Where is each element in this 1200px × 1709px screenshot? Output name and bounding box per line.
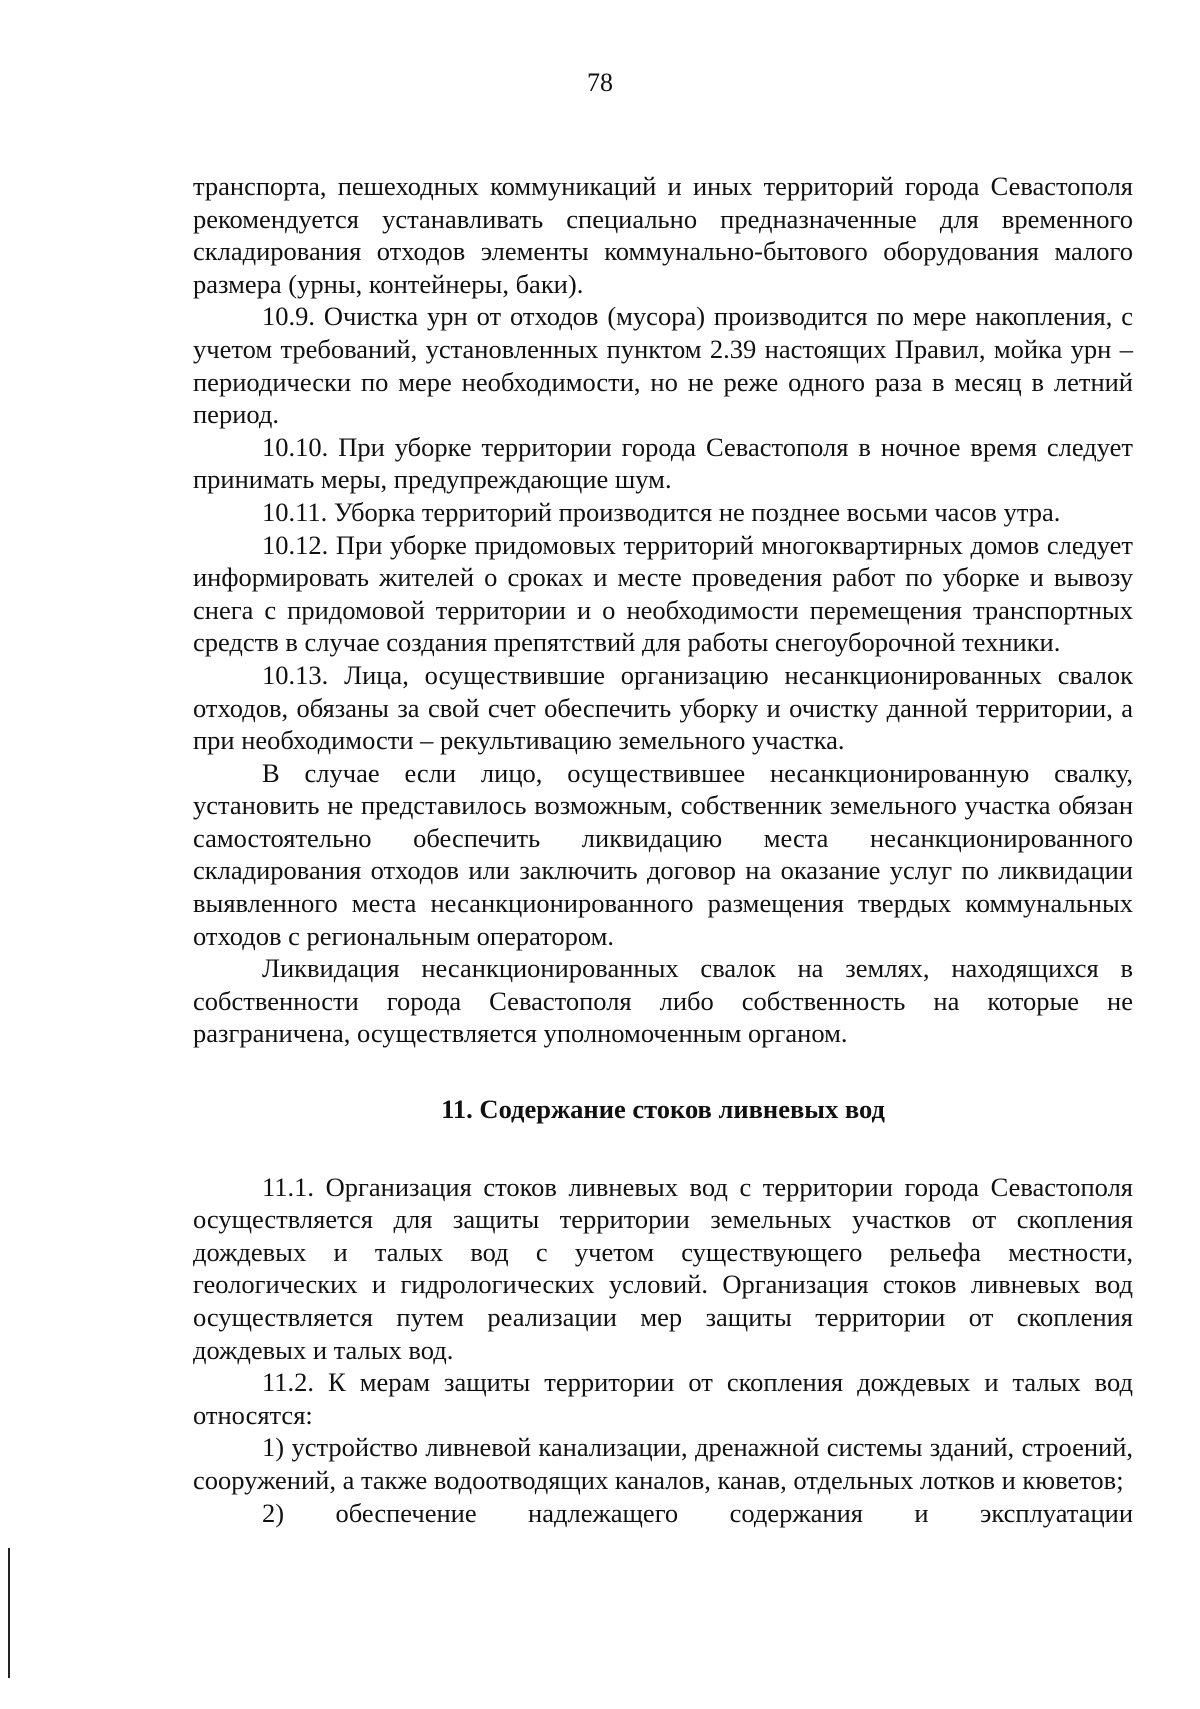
page-number: 78 <box>587 68 613 97</box>
paragraph-10-12: 10.12. При уборке придомовых территорий многоквартирных домов следует информировать жителей о сроках и месте проведения работ по уборке и вывозу снега с придомовой территории и о необходимости перемещения транспортных средств в случае создания препятствий для работы снегоуборочной техники. <box>193 529 1133 658</box>
paragraph-10-13: 10.13. Лица, осуществившие организацию несанкционированных свалок отходов, обязаны за свой счет обеспечить уборку и очистку данной территории, а при необходимости – рекультивацию земельного участка. <box>193 659 1133 756</box>
list-item-1: 1) устройство ливневой канализации, дренажной системы зданий, строений, сооружений, а также водоотводящих каналов, канав, отдельных лотков и кюветов; <box>193 1432 1133 1495</box>
paragraph-intro-continuation: транспорта, пешеходных коммуникаций и иных территорий города Севастополя рекомендуется устанавливать специально предназначенные для временного складирования отходов элементы коммунально-бытового оборудования малого размера (урны, контейнеры, баки). <box>193 171 1133 299</box>
paragraph-11-1: 11.1. Организация стоков ливневых вод с территории города Севастополя осуществляется для защиты территории земельных участков от скопления дождевых и талых вод с учетом существующего рельефа местности, геологических и гидрологических условий. Организация стоков ливневых вод осуществляется путем реализации мер защиты территории от скопления дождевых и талых вод. <box>193 1171 1133 1365</box>
section-heading: 11. Содержание стоков ливневых вод <box>441 1094 885 1125</box>
list-item-2: 2) обеспечение надлежащего содержания и эксплуатации <box>262 1497 1133 1528</box>
paragraph-10-11: 10.11. Уборка территорий производится не позднее восьми часов утра. <box>262 496 1061 527</box>
paragraph-10-10: 10.10. При уборке территории города Севастополя в ночное время следует принимать меры, предупреждающие шум. <box>193 431 1133 495</box>
paragraph-11-2: 11.2. К мерам защиты территории от скопления дождевых и талых вод относятся: <box>193 1367 1133 1430</box>
paragraph-10-13-liquidation: Ликвидация несанкционированных свалок на землях, находящихся в собственности города Севастополя либо собственность на которые не разграничена, осуществляется уполномоченным органом. <box>193 953 1133 1049</box>
paragraph-10-13-case: В случае если лицо, осуществившее несанкционированную свалку, установить не представилось возможным, собственник земельного участка обязан самостоятельно обеспечить ликвидацию места несанкционированного складирования отходов или заключить договор на оказание услуг по ликвидации выявленного места несанкционированного размещения твердых коммунальных отходов с региональным оператором. <box>193 757 1133 951</box>
document-body <box>193 170 1133 1529</box>
scan-margin-line <box>8 1548 10 1678</box>
paragraph-10-9: 10.9. Очистка урн от отходов (мусора) производится по мере накопления, с учетом требований, установленных пунктом 2.39 настоящих Правил, мойка урн – периодически по мере необходимости, но не реже одного раза в месяц в летний период. <box>193 301 1133 430</box>
